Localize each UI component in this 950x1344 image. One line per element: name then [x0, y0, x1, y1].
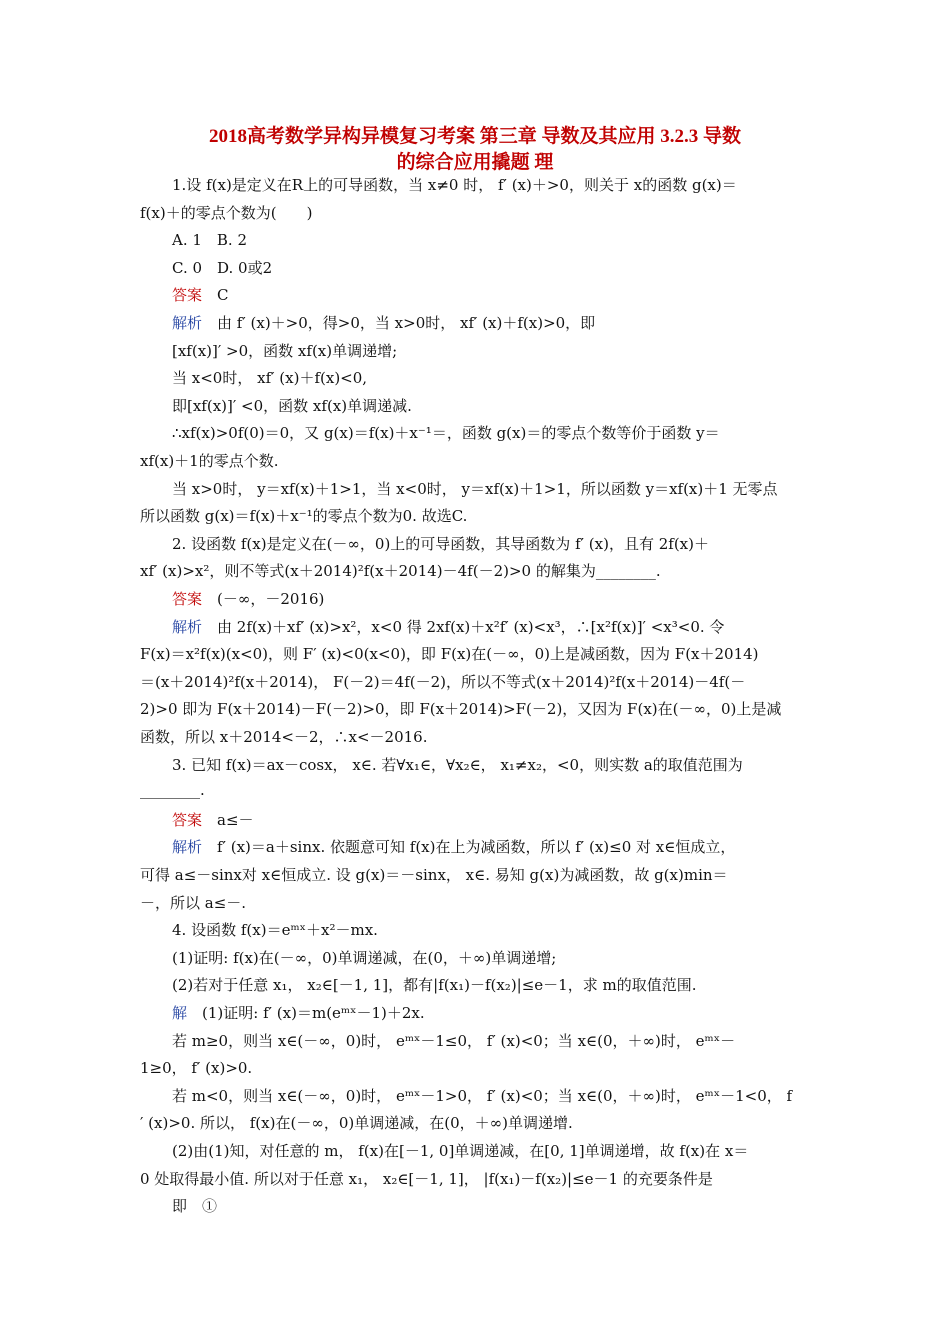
answer-label: 答案	[172, 286, 203, 305]
text-line	[140, 892, 246, 913]
text-line	[172, 229, 247, 250]
line-text: 函数，所以 x＋2014<－2，∴x<－2016.	[140, 728, 428, 746]
line-text: 由 f′ (x)＋>0，得>0，当 x>0时， xf′ (x)＋f(x)>0，即	[202, 314, 596, 332]
text-line	[172, 478, 778, 499]
text-line	[172, 533, 709, 554]
line-text: ′ (x)>0. 所以， f(x)在(－∞，0)单调递减，在(0，＋∞)单调递增.	[140, 1114, 573, 1133]
line-text: 若 m<0，则当 x∈(－∞，0)时， eᵐˣ－1>0， f′ (x)<0；当 x∈(0，＋∞)时， eᵐˣ－1<0， f	[172, 1086, 793, 1105]
line-text: (－∞，－2016)	[202, 590, 325, 608]
line-text: xf′ (x)>x²，则不等式(x＋2014)²f(x＋2014)－4f(－2)>0 的解集为________.	[140, 562, 661, 581]
text-line	[140, 450, 279, 471]
text-line	[172, 1195, 217, 1216]
line-text: 1.设 f(x)是定义在R上的可导函数，当 x≠0 时， f′ (x)＋>0，则关于 x的函数 g(x)＝	[172, 176, 737, 194]
text-line	[172, 367, 367, 388]
analysis-label: 解析	[172, 838, 203, 857]
text-line	[172, 919, 378, 940]
line-text: 2. 设函数 f(x)是定义在(－∞，0)上的可导函数，其导函数为 f′ (x)，且有 2f(x)＋	[172, 534, 709, 553]
analysis-label: 解析	[172, 314, 203, 332]
text-line	[140, 1112, 573, 1133]
line-text: 3. 已知 f(x)＝ax－cosx， x∈. 若∀x₁∈，∀x₂∈， x₁≠x₂，<0，则实数 a的取值范围为	[172, 755, 743, 774]
text-line	[172, 616, 724, 637]
line-text: 当 x<0时， xf′ (x)＋f(x)<0,	[172, 369, 368, 388]
line-text: 若 m≥0，则当 x∈(－∞，0)时， eᵐˣ－1≤0， f′ (x)<0；当 x∈(0，＋∞)时， eᵐˣ－	[172, 1031, 736, 1050]
analysis-label: 解	[172, 1004, 188, 1022]
line-text: 所以函数 g(x)＝f(x)＋x⁻¹的零点个数为0. 故选C.	[140, 507, 468, 526]
line-text: a≤－	[202, 810, 254, 829]
text-line	[172, 174, 737, 195]
text-line	[172, 947, 556, 968]
text-line	[140, 643, 759, 664]
line-text: (2)由(1)知，对任意的 m， f(x)在[－1, 0]单调递减，在[0, 1]单调递增，故 f(x)在 x＝	[172, 1142, 749, 1160]
line-text: 4. 设函数 f(x)＝eᵐˣ＋x²－mx.	[172, 921, 378, 940]
text-line	[172, 1002, 425, 1023]
text-line	[140, 505, 467, 526]
text-line	[140, 1168, 713, 1189]
line-text: 由 2f(x)＋xf′ (x)>x²，x<0 得 2xf(x)＋x²f′ (x)<x³，∴[x²f(x)]′ <x³<0. 令	[202, 617, 725, 636]
text-line	[140, 1057, 252, 1078]
text-line	[172, 1085, 792, 1106]
text-line	[172, 809, 254, 830]
text-line	[172, 1030, 735, 1051]
text-line	[172, 836, 735, 857]
text-line	[172, 312, 595, 333]
line-text: f′ (x)＝a＋sinx. 依题意可知 f(x)在上为减函数，所以 f′ (x)≤0 对 x∈恒成立，	[202, 838, 736, 857]
text-line	[172, 340, 397, 361]
line-text: (2)若对于任意 x₁， x₂∈[－1, 1]，都有|f(x₁)－f(x₂)|≤e－1，求 m的取值范围.	[172, 976, 697, 995]
text-line	[172, 588, 324, 609]
document-title-line-2: 的综合应用撬题 理	[396, 152, 554, 173]
line-text: 即 ①	[172, 1197, 218, 1216]
text-line	[140, 671, 745, 692]
text-line	[140, 560, 661, 581]
text-line	[140, 726, 427, 747]
text-line	[140, 202, 312, 223]
line-text: A. 1 B. 2	[172, 231, 248, 250]
line-text: －，所以 a≤－.	[140, 893, 247, 912]
text-line	[172, 422, 720, 443]
line-text: f(x)＋的零点个数为( )	[140, 203, 313, 222]
text-line	[140, 698, 781, 719]
line-text: xf(x)＋1的零点个数.	[140, 452, 279, 470]
line-text: 1≥0， f′ (x)>0.	[140, 1059, 253, 1078]
text-line	[172, 754, 743, 775]
text-line	[172, 974, 696, 995]
document-title-line-1: 2018高考数学异构异模复习考案 第三章 导数及其应用 3.2.3 导数	[208, 126, 741, 147]
line-text: 可得 a≤－sinx对 x∈恒成立. 设 g(x)＝－sinx， x∈. 易知 g(x)为减函数，故 g(x)min＝	[140, 866, 728, 884]
line-text: 0 处取得最小值. 所以对于任意 x₁， x₂∈[－1, 1]， |f(x₁)－f(x₂)|≤e－1 的充要条件是	[140, 1169, 713, 1188]
line-text: ＝(x＋2014)²f(x＋2014)， F(－2)＝4f(－2)，所以不等式(x＋2014)²f(x＋2014)－4f(－	[140, 672, 746, 691]
line-text: ∴xf(x)>0f(0)＝0，又 g(x)＝f(x)＋x⁻¹＝，函数 g(x)＝的零点个数等价于函数 y＝	[172, 424, 720, 443]
line-text: 当 x>0时， y＝xf(x)＋1>1，当 x<0时， y＝xf(x)＋1>1，所以函数 y＝xf(x)＋1 无零点	[172, 479, 778, 498]
line-text: 2)>0 即为 F(x＋2014)－F(－2)>0，即 F(x＋2014)>F(－2)，又因为 F(x)在(－∞，0)上是减	[140, 700, 782, 719]
line-text: C	[202, 286, 229, 305]
line-text: C. 0 D. 0或2	[172, 258, 273, 277]
answer-label: 答案	[172, 590, 203, 608]
text-line	[140, 781, 205, 799]
line-text: F(x)＝x²f(x)(x<0)，则 F′ (x)<0(x<0)，即 F(x)在(－∞，0)上是减函数，因为 F(x＋2014)	[140, 645, 759, 664]
text-line	[172, 395, 412, 416]
line-text: (1)证明: f(x)在(－∞，0)单调递减，在(0，＋∞)单调递增;	[172, 948, 557, 967]
text-line	[172, 257, 272, 278]
line-text: 即[xf(x)]′ <0，函数 xf(x)单调递减.	[172, 396, 412, 415]
line-text: [xf(x)]′ >0，函数 xf(x)单调递增;	[172, 341, 398, 360]
analysis-label: 解析	[172, 617, 203, 636]
text-line	[172, 1140, 748, 1161]
answer-label: 答案	[172, 810, 203, 829]
line-text: (1)证明: f′ (x)＝m(eᵐˣ－1)＋2x.	[187, 1004, 425, 1022]
text-line	[140, 864, 728, 885]
text-line	[172, 284, 229, 305]
line-text: ________.	[140, 781, 205, 800]
